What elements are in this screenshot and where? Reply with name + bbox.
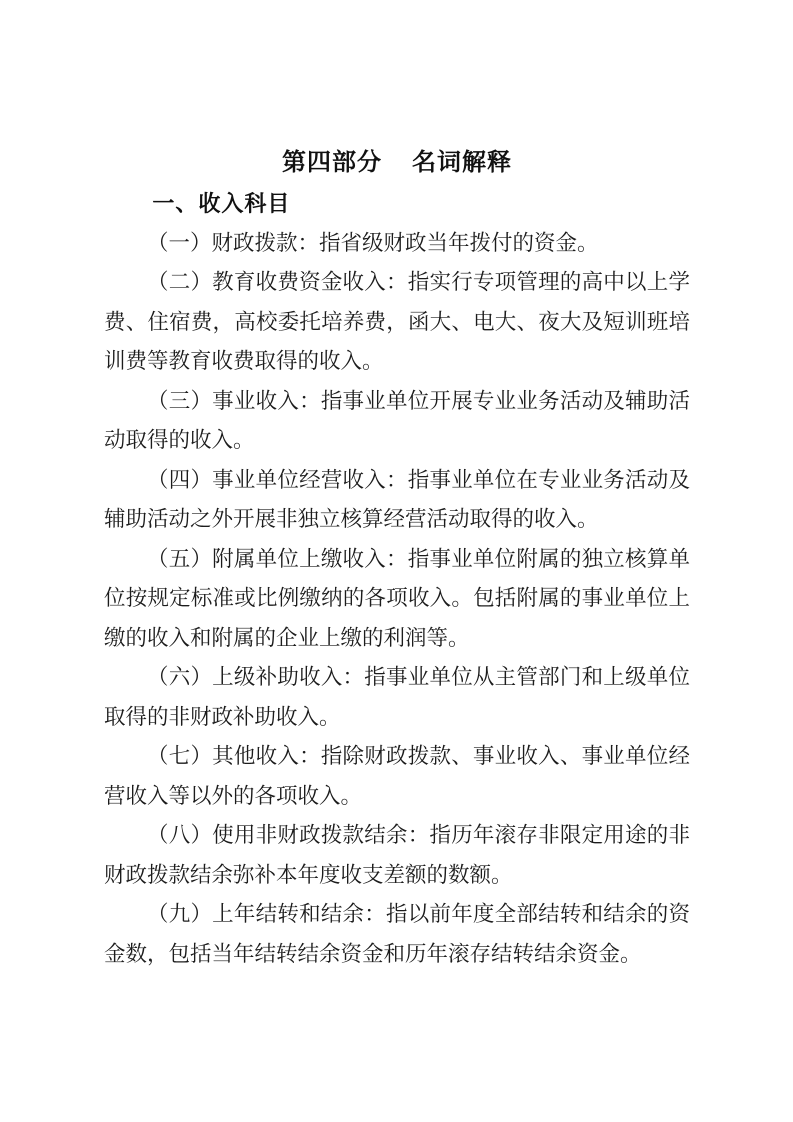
- definition-paragraph-4: （四）事业单位经营收入：指事业单位在专业业务活动及辅助活动之外开展非独立核算经营活动取得的收入。: [104, 467, 690, 531]
- page-title-text: 名词解释: [412, 149, 512, 176]
- page-content: [104, 142, 690, 974]
- definition-paragraph-9: （九）上年结转和结余：指以前年度全部结转和结余的资金数，包括当年结转结余资金和历年滚存结转结余资金。: [104, 902, 690, 966]
- definition-paragraph-5: （五）附属单位上缴收入：指事业单位附属的独立核算单位按规定标准或比例缴纳的各项收入。包括附属的事业单位上缴的收入和附属的企业上缴的利润等。: [104, 546, 690, 650]
- definition-paragraph-7: （七）其他收入：指除财政拨款、事业收入、事业单位经营收入等以外的各项收入。: [104, 744, 690, 808]
- definition-paragraph-1: （一）财政拨款：指省级财政当年拨付的资金。: [147, 230, 599, 255]
- definition-paragraph-2: （二）教育收费资金收入：指实行专项管理的高中以上学费、住宿费，高校委托培养费，函大、电大、夜大及短训班培训费等教育收费取得的收入。: [104, 270, 690, 373]
- definition-paragraph-3: （三）事业收入：指事业单位开展专业业务活动及辅助活动取得的收入。: [104, 388, 690, 452]
- definition-paragraph-6: （六）上级补助收入：指事业单位从主管部门和上级单位取得的非财政补助收入。: [104, 665, 690, 729]
- page-title: [104, 142, 690, 184]
- page-title-part-label: 第四部分: [282, 149, 382, 176]
- definition-paragraph-8: （八）使用非财政拨款结余：指历年滚存非限定用途的非财政拨款结余弥补本年度收支差额的数额。: [104, 823, 690, 887]
- section-heading-income-items: 一、收入科目: [152, 191, 291, 216]
